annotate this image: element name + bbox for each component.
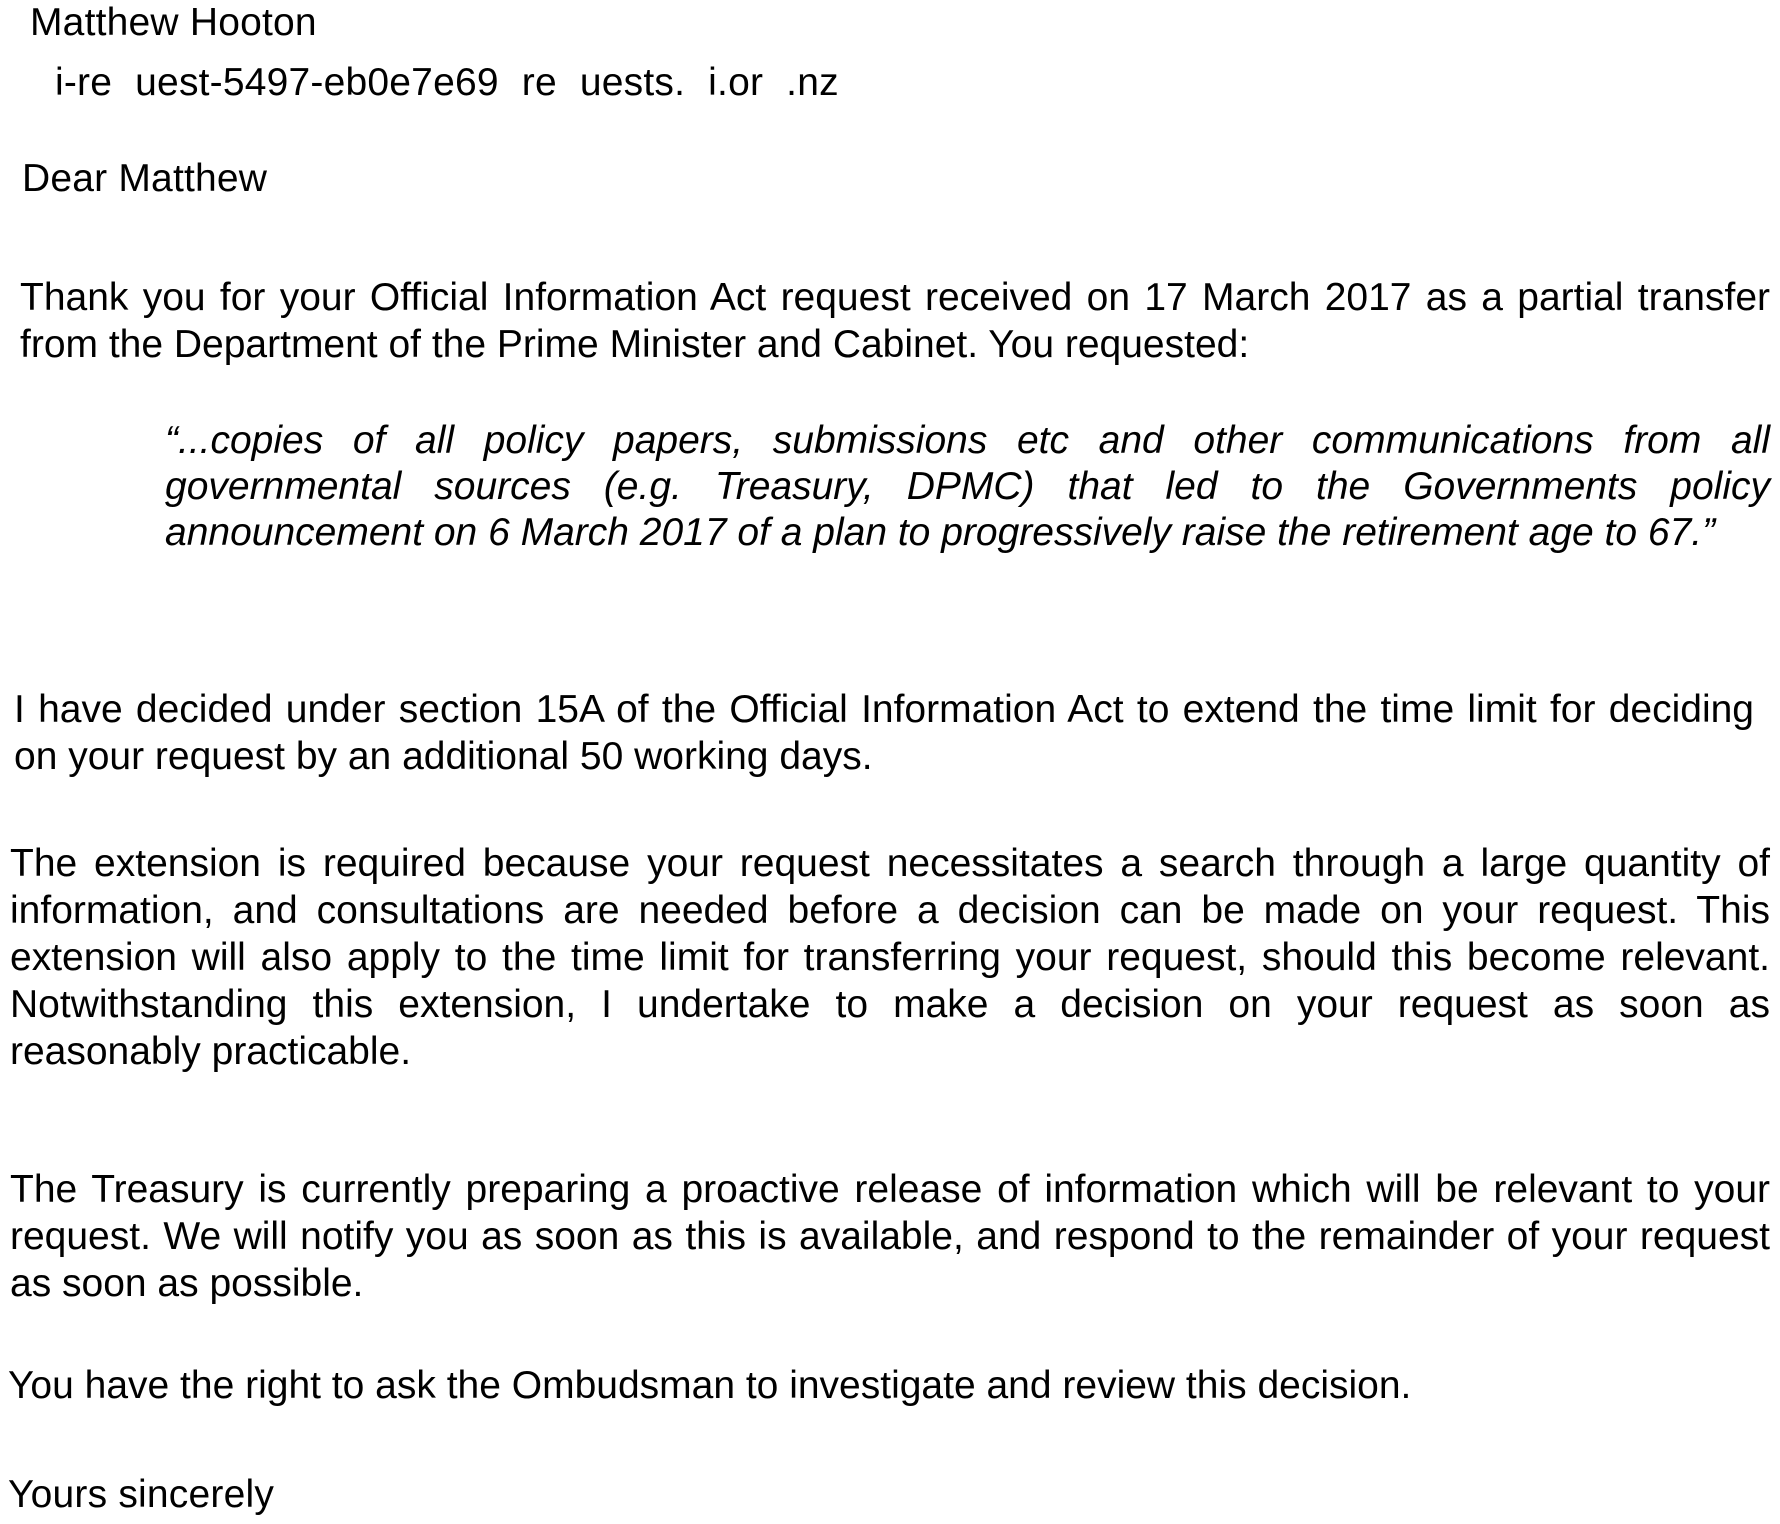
recipient-name: Matthew Hooton — [30, 1, 317, 44]
quoted-request: “...copies of all policy papers, submissions etc and other communications from all governmental sources (e.g. Treasury, DPMC) that led to the Governments policy announcement on 6 March 2017 of a plan to progressively raise the retirement age to 67.” — [165, 419, 1770, 554]
recipient-email: i-re uest-5497-eb0e7e69 re uests. i.or .nz — [55, 61, 839, 104]
salutation: Dear Matthew — [22, 157, 268, 200]
reason-paragraph: The extension is required because your request necessitates a search through a large quantity of information, and consultations are needed before a decision can be made on your request. This extension will also apply to the time limit for transferring your request, should this become relevant. Notwithstanding this extension, I undertake to make a decision on your request as soon as reasonably practicable. — [10, 842, 1770, 1073]
closing: Yours sincerely — [8, 1473, 275, 1516]
proactive-release-paragraph: The Treasury is currently preparing a proactive release of information which will be relevant to your request. We will notify you as soon as this is available, and respond to the remainder of your request as soon as possible. — [10, 1168, 1770, 1305]
intro-paragraph: Thank you for your Official Information Act request received on 17 March 2017 as a partial transfer from the Department of the Prime Minister and Cabinet. You requested: — [20, 276, 1770, 366]
ombudsman-paragraph: You have the right to ask the Ombudsman to investigate and review this decision. — [8, 1364, 1412, 1407]
decision-paragraph: I have decided under section 15A of the Official Information Act to extend the time limit for deciding on your request by an additional 50 working days. — [14, 688, 1754, 778]
